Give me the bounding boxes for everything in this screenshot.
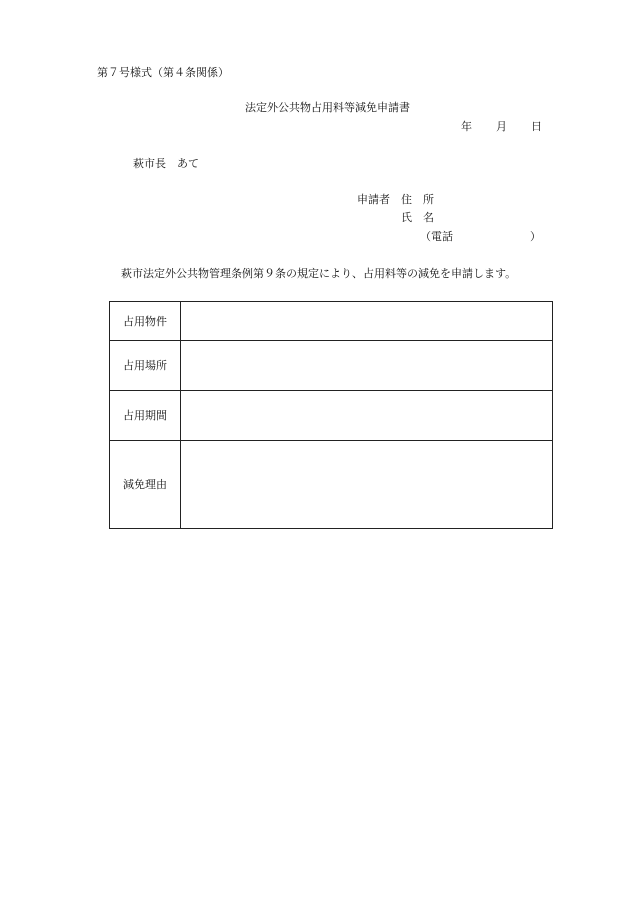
address-label: 住 所: [401, 193, 434, 206]
table-row: [110, 441, 553, 529]
table-row: [110, 391, 553, 441]
table-label-exemption-reason: 減免理由: [110, 441, 181, 529]
date-month-label: 月: [496, 120, 507, 133]
date-day-label: 日: [531, 120, 542, 133]
detail-table: [109, 301, 553, 529]
table-label-occupied-location: 占用場所: [110, 341, 181, 391]
addressee: 萩市長 あて: [133, 157, 199, 170]
table-label-occupied-period: 占用期間: [110, 391, 181, 441]
form-number: 第７号様式（第４条関係）: [97, 66, 229, 79]
phone-close-paren: ）: [530, 230, 541, 243]
name-label: 氏 名: [401, 211, 434, 224]
applicant-label: 申請者: [357, 193, 390, 206]
phone-label: （電話: [420, 230, 453, 243]
table-label-occupied-object: 占用物件: [110, 302, 181, 341]
document-title: 法定外公共物占用料等減免申請書: [245, 101, 410, 114]
table-value-exemption-reason[interactable]: [181, 441, 553, 529]
table-value-occupied-period[interactable]: [181, 391, 553, 441]
table-value-occupied-object[interactable]: [181, 302, 553, 341]
application-statement: 萩市法定外公共物管理条例第９条の規定により、占用料等の減免を申請します。: [121, 267, 517, 280]
table-row: [110, 302, 553, 341]
table-row: [110, 341, 553, 391]
date-year-label: 年: [461, 120, 472, 133]
table-value-occupied-location[interactable]: [181, 341, 553, 391]
